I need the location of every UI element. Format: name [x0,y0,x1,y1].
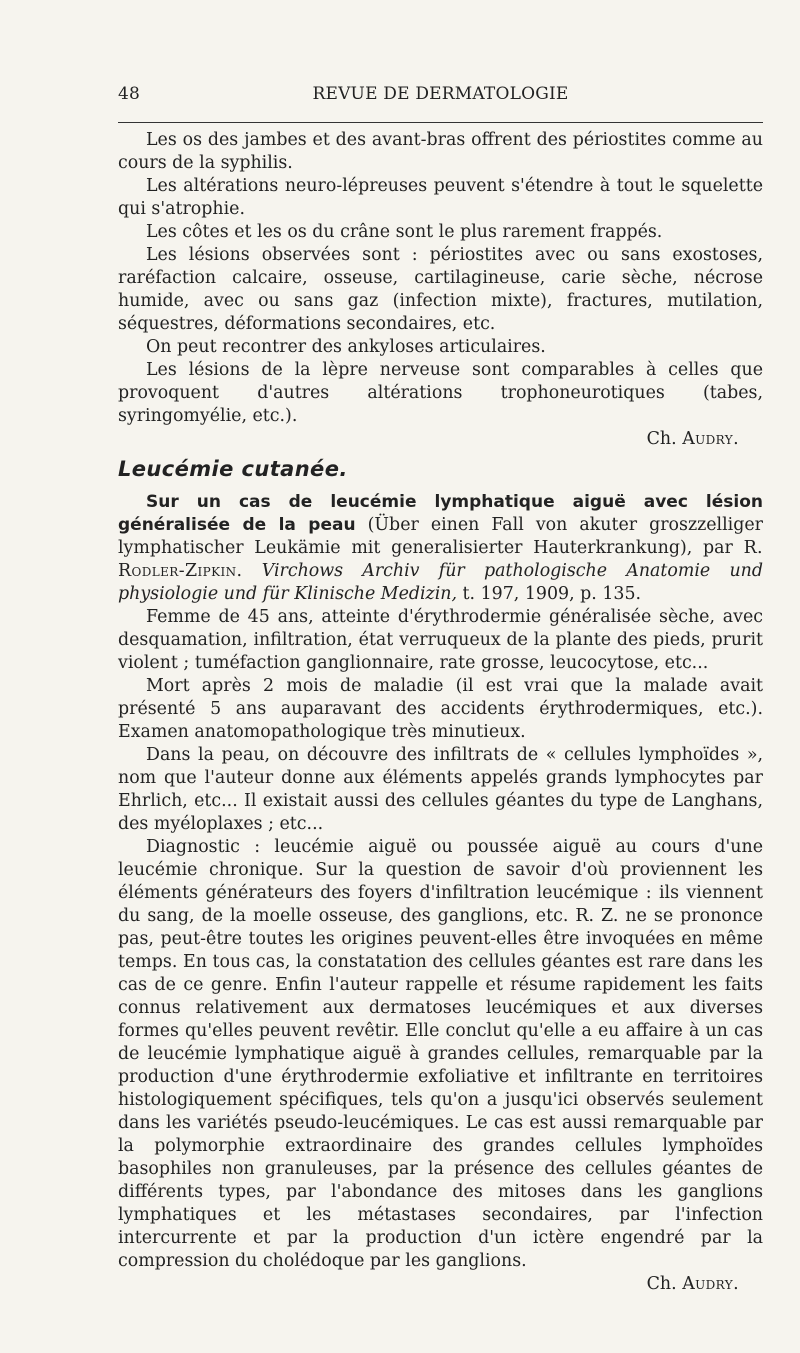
paragraph: Femme de 45 ans, atteinte d'érythrodermie généralisée sèche, avec desquamation, infiltration, état verruqueux de la plante des pieds, prurit violent ; tuméfaction ganglionnaire, rate grosse, leucocytose, etc... [118,607,763,673]
paragraph: Dans la peau, on découvre des infiltrats de « cellules lymphoïdes », nom que l'auteur donne aux éléments appelés grands lymphocytes par Ehrlich, etc... Il existait aussi des cellules géantes du type de Langhans, des myéloplaxes ; etc... [118,745,763,834]
page-body [118,129,763,1296]
reference-journal: Virchows Archiv für pathologische Anatomie und physiologie und für Klinische Medizin, [118,561,763,604]
paragraph: Les côtes et les os du crâne sont le plus rarement frappés. [146,222,663,242]
article-reference [118,491,763,606]
paragraph: Diagnostic : leucémie aiguë ou poussée aiguë au cours d'une leucémie chronique. Sur la question de savoir d'où proviennent les éléments générateurs des foyers d'infiltration leucémique : ils viennent du sang, de la moelle osseuse, des ganglions, etc. R. Z. ne se prononce pas, peut-être toutes les origines peuvent-elles être invoquées en même temps. En tous cas, la constatation des cellules géantes est rare dans les cas de ce genre. Enfin l'auteur rappelle et résume rapidement les faits connus relativement aux dermatoses leucémiques et aux diverses formes qu'elles peuvent revêtir. Elle conclut qu'elle a eu affaire à un cas de leucémie lymphatique aiguë à grandes cellules, remarquable par la production d'une érythrodermie exfoliative et infiltrante en territoires histologiquement spécifiques, tels qu'on a jusqu'ici observés seulement dans les variétés pseudo-leucémiques. Le cas est aussi remarquable par la polymorphie extraordinaire des grandes cellules lymphoïdes basophiles non granuleuses, par la présence des cellules géantes de différents types, par l'abondance des mitoses dans les ganglions lymphatiques et les métastases secondaires, par l'infection intercurrente et par la production d'un ictère engendré par la compression du cholédoque par les ganglions. [118,837,763,1271]
paragraph: Les os des jambes et des avant-bras offrent des périostites comme au cours de la syphilis. [118,130,763,173]
header-rule [118,122,763,123]
paragraph: Les lésions observées sont : périostites avec ou sans exostoses, raréfaction calcaire, osseuse, cartilagineuse, carie sèche, nécrose humide, avec ou sans gaz (infection mixte), fractures, mutilation, séquestres, déformations secondaires, etc. [118,245,763,334]
reference-author: R. Rodler-Zipkin. [118,538,763,581]
reference-title: Sur un cas de leucémie lymphatique aiguë avec lésion généralisée de la peau [118,492,763,535]
signature-prefix: Ch. [646,1274,677,1294]
reference-volume: t. 197, 1909, p. 135. [457,584,642,604]
journal-title: REVUE DE DERMATOLOGIE [312,84,569,104]
paragraph: Les lésions de la lèpre nerveuse sont comparables à celles que provoquent d'autres altérations trophoneurotiques (tabes, syringomyélie, etc.). [118,360,763,426]
running-header [118,84,763,114]
reference-text: (Über einen Fall von akuter groszzelliger lymphatischer Leukämie mit generalisierter Hauterkrankung), par [118,515,763,558]
signature-name: Audry. [682,429,739,449]
signature [118,1273,763,1296]
paragraph: Mort après 2 mois de maladie (il est vrai que la malade avait présenté 5 ans auparavant des accidents érythrodermiques, etc.). Examen anatomopathologique très minutieux. [118,676,763,742]
section-title: Leucémie cutanée. [118,457,348,481]
page-number: 48 [118,84,141,104]
paragraph: Les altérations neuro-lépreuses peuvent s'étendre à tout le squelette qui s'atrophie. [118,176,763,219]
paragraph: On peut recontrer des ankyloses articulaires. [146,337,546,357]
signature [118,428,763,451]
signature-prefix: Ch. [646,429,677,449]
signature-name: Audry. [682,1274,739,1294]
